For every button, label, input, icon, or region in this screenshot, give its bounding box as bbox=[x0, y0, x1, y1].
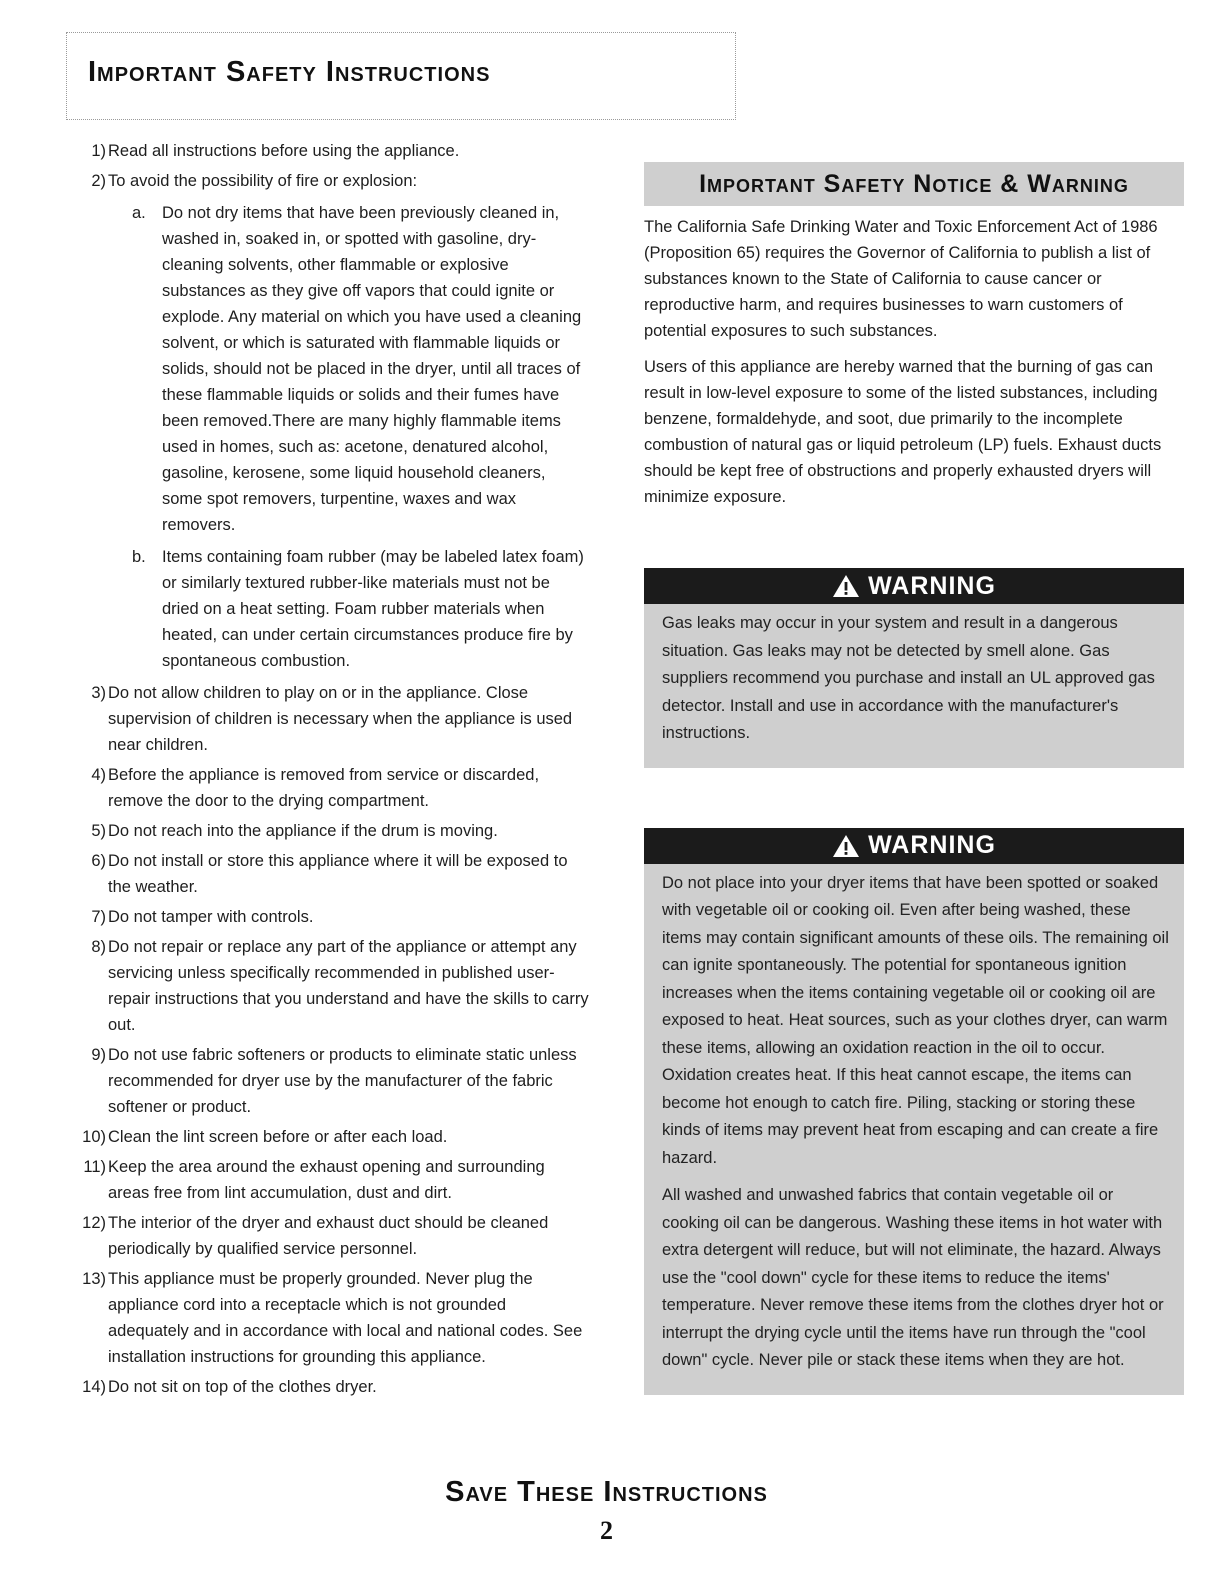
sub-item-letter: b. bbox=[132, 548, 146, 566]
list-item bbox=[82, 1266, 590, 1370]
item-text: Do not allow children to play on or in the appliance. Close supervision of children is necessary when the appliance is used near children. bbox=[108, 684, 573, 754]
sub-item bbox=[132, 544, 590, 674]
list-item bbox=[82, 138, 590, 164]
warning-body bbox=[644, 864, 1184, 1395]
list-item bbox=[82, 1210, 590, 1262]
list-item bbox=[82, 848, 590, 900]
item-number: 3) bbox=[91, 684, 106, 702]
page-title: Important Safety Instructions bbox=[88, 56, 491, 88]
gas-leak-warning-box bbox=[644, 568, 1184, 768]
item-number: 4) bbox=[91, 766, 106, 784]
sub-item bbox=[132, 200, 590, 538]
warning-text: Do not place into your dryer items that have been spotted or soaked with vegetable oil or cooking oil. Even after being washed, these items may contain significant amounts of these oils. The remaining oil can ignite spontaneously. The potential for spontaneous ignition increases when the items containing vegetable oil or cooking oil are exposed to heat. Heat sources, such as your clothes dryer, can warm these items, allowing an oxidation reaction in the oil to occur. Oxidation creates heat. If this heat cannot escape, the items can become hot enough to catch fire. Piling, stacking or storing these kinds of items may prevent heat from escaping and can create a fire hazard. bbox=[662, 873, 1169, 1167]
warning-header bbox=[644, 568, 1184, 604]
item-text: Do not repair or replace any part of the appliance or attempt any servicing unless specifically recommended in published user-repair instructions that you understand and have the skills to carry out. bbox=[108, 938, 589, 1034]
item-number: 12) bbox=[82, 1214, 106, 1232]
right-column bbox=[644, 162, 1184, 1395]
list-item bbox=[82, 168, 590, 194]
item-text: Before the appliance is removed from service or discarded, remove the door to the drying compartment. bbox=[108, 766, 540, 810]
item-number: 14) bbox=[82, 1378, 106, 1396]
item-number: 8) bbox=[91, 938, 106, 956]
notice-paragraph: Users of this appliance are hereby warned that the burning of gas can result in low-level exposure to some of the listed substances, including benzene, formaldehyde, and soot, due primarily to the incomplete combustion of natural gas or liquid petroleum (LP) fuels. Exhaust ducts should be kept free of obstructions and properly exhausted dryers will minimize exposure. bbox=[644, 358, 1162, 506]
item-number: 2) bbox=[91, 172, 106, 190]
list-item bbox=[82, 904, 590, 930]
item-number: 9) bbox=[91, 1046, 106, 1064]
list-item bbox=[82, 818, 590, 844]
item-number: 11) bbox=[83, 1158, 106, 1176]
warning-triangle-icon bbox=[832, 834, 860, 858]
warning-triangle-icon bbox=[832, 574, 860, 598]
list-item bbox=[82, 762, 590, 814]
item-text: To avoid the possibility of fire or explosion: bbox=[108, 172, 418, 190]
item-text: Keep the area around the exhaust opening and surrounding areas free from lint accumulation, dust and dirt. bbox=[108, 1158, 545, 1202]
warning-text: Gas leaks may occur in your system and result in a dangerous situation. Gas leaks may not be detected by smell alone. Gas suppliers recommend you purchase and install an UL approved gas detector. Install and use in accordance with the manufacturer's instructions. bbox=[662, 614, 1155, 742]
warning-body bbox=[644, 604, 1184, 768]
item-number: 10) bbox=[82, 1128, 106, 1146]
list-item bbox=[82, 1374, 590, 1400]
item-text: The interior of the dryer and exhaust duct should be cleaned periodically by qualified service personnel. bbox=[108, 1214, 549, 1258]
list-item bbox=[82, 680, 590, 758]
footer-title: Save These Instructions bbox=[445, 1476, 768, 1508]
item-number: 13) bbox=[82, 1270, 106, 1288]
notice-title: Important Safety Notice & Warning bbox=[644, 162, 1184, 206]
list-item bbox=[82, 934, 590, 1038]
oil-warning-box bbox=[644, 828, 1184, 1395]
warning-header bbox=[644, 828, 1184, 864]
warning-label: WARNING bbox=[868, 571, 996, 600]
item-text: Do not reach into the appliance if the drum is moving. bbox=[108, 822, 498, 840]
item-text: This appliance must be properly grounded. Never plug the appliance cord into a receptacle which is not grounded adequately and in accordance with local and national codes. See installation instructions for grounding this appliance. bbox=[108, 1270, 583, 1366]
sub-item-text: Do not dry items that have been previously cleaned in, washed in, soaked in, or spotted with gasoline, dry-cleaning solvents, other flammable or explosive substances as they give off vapors that could ignite or explode. Any material on which you have used a cleaning solvent, or which is saturated with flammable liquids or solids, should not be placed in the dryer, until all traces of these flammable liquids or solids and their fumes have been removed.There are many highly flammable items used in homes, such as: acetone, denatured alcohol, gasoline, kerosene, some liquid household cleaners, some spot removers, turpentine, waxes and wax removers. bbox=[162, 204, 582, 534]
item-number: 5) bbox=[91, 822, 106, 840]
list-item bbox=[82, 1154, 590, 1206]
item-number: 1) bbox=[91, 142, 106, 160]
sub-item-letter: a. bbox=[132, 204, 146, 222]
page-number: 2 bbox=[600, 1516, 613, 1545]
item-text: Do not use fabric softeners or products to eliminate static unless recommended for dryer use by the manufacturer of the fabric softener or product. bbox=[108, 1046, 577, 1116]
item-text: Do not install or store this appliance where it will be exposed to the weather. bbox=[108, 852, 568, 896]
notice-paragraph: The California Safe Drinking Water and Toxic Enforcement Act of 1986 (Proposition 65) requires the Governor of California to publish a list of substances known to the State of California to cause cancer or reproductive harm, and requires businesses to warn customers of potential exposures to such substances. bbox=[644, 218, 1158, 340]
item-text: Do not tamper with controls. bbox=[108, 908, 314, 926]
list-item bbox=[82, 1124, 590, 1150]
item-number: 7) bbox=[91, 908, 106, 926]
item-number: 6) bbox=[91, 852, 106, 870]
warning-label: WARNING bbox=[868, 831, 996, 859]
instructions-list bbox=[82, 138, 590, 1404]
item-text: Clean the lint screen before or after each load. bbox=[108, 1128, 448, 1146]
item-text: Do not sit on top of the clothes dryer. bbox=[108, 1378, 377, 1396]
sub-item-text: Items containing foam rubber (may be labeled latex foam) or similarly textured rubber-like materials must not be dried on a heat setting. Foam rubber materials when heated, can under certain circumstances produce fire by spontaneous combustion. bbox=[162, 548, 584, 670]
list-item bbox=[82, 1042, 590, 1120]
warning-text: All washed and unwashed fabrics that contain vegetable oil or cooking oil can be dangerous. Washing these items in hot water with extra detergent will reduce, but will not eliminate, the hazard. Always use the "cool down" cycle for these items to reduce the items' temperature. Never remove these items from the clothes dryer hot or interrupt the drying cycle until the items have run through the "cool down" cycle. Never pile or stack these items when they are hot. bbox=[662, 1186, 1164, 1369]
item-text: Read all instructions before using the appliance. bbox=[108, 142, 460, 160]
